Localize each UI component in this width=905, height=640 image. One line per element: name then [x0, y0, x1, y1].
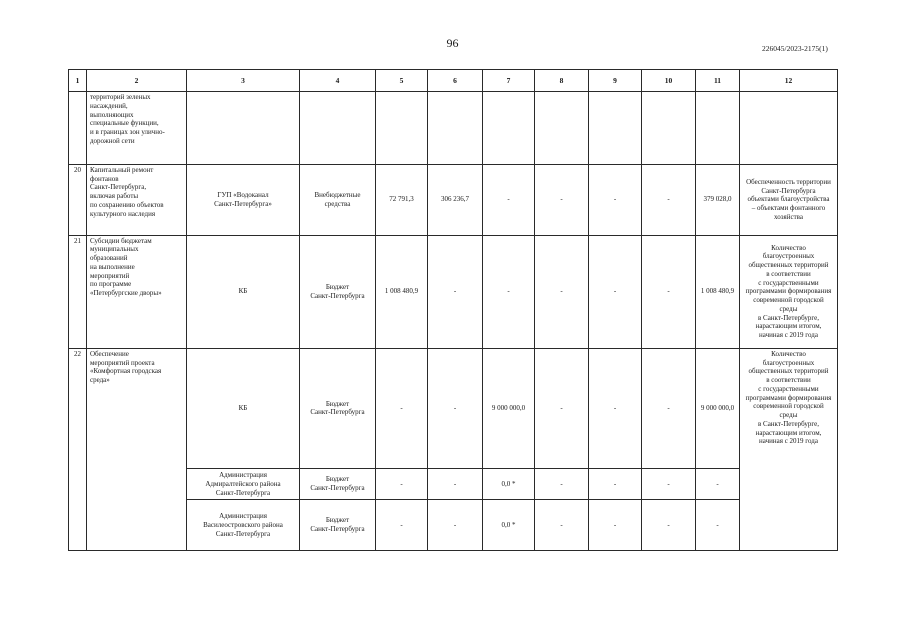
value-cell: -	[376, 500, 428, 551]
value-cell: -	[428, 500, 483, 551]
value-cell	[642, 92, 696, 165]
value-cell	[589, 92, 642, 165]
event-name-cell: Обеспечение мероприятий проекта «Комфортная городская среда»	[87, 348, 187, 550]
budget-table	[68, 69, 838, 551]
column-header: 3	[187, 70, 300, 92]
total-cell: -	[696, 500, 740, 551]
value-cell: 0,0 *	[483, 500, 535, 551]
value-cell: -	[535, 469, 589, 500]
value-cell: -	[428, 348, 483, 468]
value-cell: -	[483, 164, 535, 235]
table-row	[69, 235, 838, 348]
value-cell: -	[535, 235, 589, 348]
value-cell	[376, 92, 428, 165]
executor-cell: Администрация Адмиралтейского района Санкт-Петербурга	[187, 469, 300, 500]
table-row	[69, 164, 838, 235]
column-header: 5	[376, 70, 428, 92]
column-header: 12	[740, 70, 838, 92]
value-cell: 306 236,7	[428, 164, 483, 235]
column-header: 1	[69, 70, 87, 92]
value-cell: -	[642, 348, 696, 468]
executor-cell: КБ	[187, 348, 300, 468]
executor-cell: ГУП «Водоканал Санкт-Петербурга»	[187, 164, 300, 235]
page-number: 96	[446, 36, 459, 50]
value-cell: -	[428, 235, 483, 348]
executor-cell	[187, 92, 300, 165]
value-cell: -	[589, 348, 642, 468]
value-cell: -	[428, 469, 483, 500]
executor-cell: Администрация Василеостровского района Санкт-Петербурга	[187, 500, 300, 551]
value-cell: -	[535, 164, 589, 235]
value-cell: -	[642, 500, 696, 551]
value-cell: -	[642, 469, 696, 500]
funding-source-cell: Бюджет Санкт-Петербурга	[300, 235, 376, 348]
column-header: 9	[589, 70, 642, 92]
value-cell: 0,0 *	[483, 469, 535, 500]
value-cell: -	[642, 164, 696, 235]
funding-source-cell: Бюджет Санкт-Петербурга	[300, 348, 376, 468]
total-cell: 379 028,0	[696, 164, 740, 235]
executor-cell: КБ	[187, 235, 300, 348]
row-number: 22	[69, 348, 87, 550]
total-cell	[696, 92, 740, 165]
header-row	[69, 70, 838, 92]
event-name-cell: территорий зеленых насаждений, выполняющих специальные функции, и в границах зон улично- дорожной сети	[87, 92, 187, 165]
column-header: 8	[535, 70, 589, 92]
value-cell: 72 791,3	[376, 164, 428, 235]
row-number: 20	[69, 164, 87, 235]
indicator-cell: Количество благоустроенных общественных территорий в соответствии с государственными программами формирования современной городской среды в Санкт-Петербурге, нарастающим итогом, начиная с 2019 года	[740, 235, 838, 348]
document-code: 226045/2023-2175(1)	[762, 44, 828, 53]
funding-source-cell	[300, 92, 376, 165]
total-cell: -	[696, 469, 740, 500]
total-cell: 9 000 000,0	[696, 348, 740, 468]
value-cell: -	[589, 235, 642, 348]
value-cell: -	[376, 469, 428, 500]
funding-source-cell: Внебюджетные средства	[300, 164, 376, 235]
value-cell: -	[589, 500, 642, 551]
column-header: 2	[87, 70, 187, 92]
value-cell: -	[483, 235, 535, 348]
indicator-cell	[740, 92, 838, 165]
table-row	[69, 92, 838, 165]
value-cell: -	[376, 348, 428, 468]
value-cell	[483, 92, 535, 165]
value-cell: -	[589, 164, 642, 235]
event-name-cell: Субсидии бюджетам муниципальных образований на выполнение мероприятий по программе «Петербургские дворы»	[87, 235, 187, 348]
funding-source-cell: Бюджет Санкт-Петербурга	[300, 500, 376, 551]
column-header: 11	[696, 70, 740, 92]
value-cell: -	[535, 500, 589, 551]
event-name-cell: Капитальный ремонт фонтанов Санкт-Петербурга, включая работы по сохранению объектов культурного наследия	[87, 164, 187, 235]
indicator-cell: Обеспеченность территории Санкт-Петербурга объектами благоустройства – объектами фонтанного хозяйства	[740, 164, 838, 235]
value-cell: -	[589, 469, 642, 500]
funding-source-cell: Бюджет Санкт-Петербурга	[300, 469, 376, 500]
value-cell: 9 000 000,0	[483, 348, 535, 468]
row-number: 21	[69, 235, 87, 348]
column-header: 7	[483, 70, 535, 92]
total-cell: 1 008 480,9	[696, 235, 740, 348]
column-header: 4	[300, 70, 376, 92]
value-cell: -	[642, 235, 696, 348]
value-cell	[535, 92, 589, 165]
column-header: 6	[428, 70, 483, 92]
value-cell: -	[535, 348, 589, 468]
indicator-cell: Количество благоустроенных общественных территорий в соответствии с государственными программами формирования современной городской среды в Санкт-Петербурге, нарастающим итогом, начиная с 2019 года	[740, 348, 838, 550]
column-header: 10	[642, 70, 696, 92]
value-cell: 1 008 480,9	[376, 235, 428, 348]
table-row	[69, 348, 838, 468]
row-number	[69, 92, 87, 165]
value-cell	[428, 92, 483, 165]
